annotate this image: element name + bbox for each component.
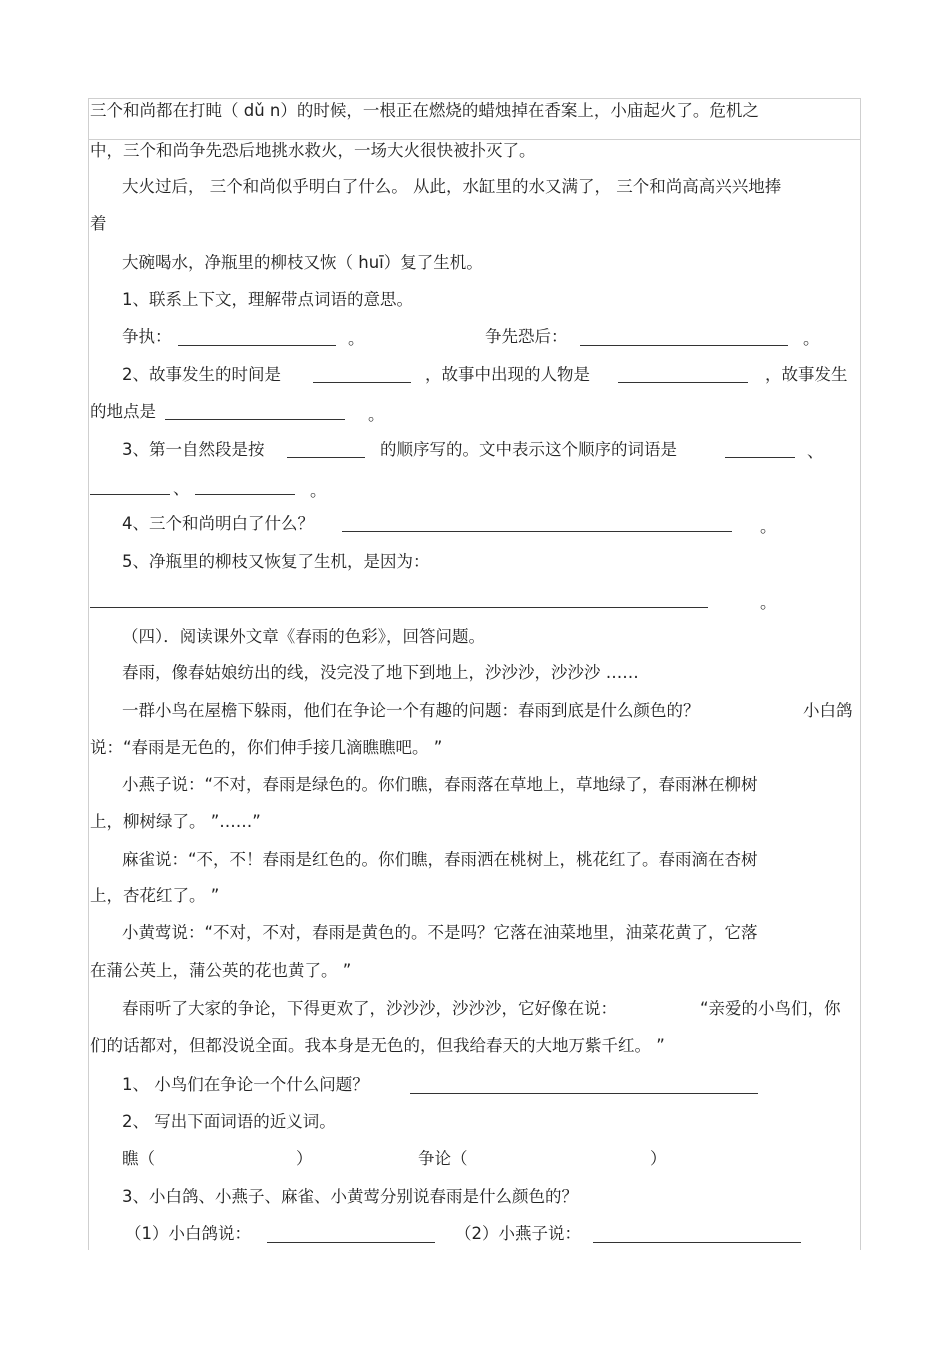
q4-period: 。 (760, 517, 777, 536)
q3-blank-word-1[interactable] (725, 457, 795, 458)
q5-period: 。 (760, 593, 777, 612)
s4-q2-qiao-close: ） (296, 1149, 313, 1168)
question-2-part-1: 2、故事发生的时间是 (122, 365, 281, 384)
q1-period-2: 。 (803, 329, 820, 348)
passage-line-3: 大火过后， 三个和尚似乎明白了什么。 从此，水缸里的水又满了， 三个和尚高高兴兴地捧 (122, 177, 782, 196)
q1-label-zhengxiankonghou: 争先恐后： (485, 327, 568, 346)
q3-comma-1: 、 (807, 442, 824, 461)
question-2-part-2: ，故事中出现的人物是 (425, 365, 590, 384)
q2-blank-place[interactable] (165, 419, 345, 420)
story-paragraph-2c: 说：“春雨是无色的，你们伸手接几滴瞧瞧吧。 ” (90, 738, 443, 757)
s4-q2-qiao-open: 瞧（ (122, 1149, 155, 1168)
question-3-part-1: 3、第一自然段是按 (122, 440, 265, 459)
q1-period-1: 。 (348, 329, 365, 348)
q3-blank-word-2[interactable] (90, 494, 170, 495)
q5-blank[interactable] (90, 607, 708, 608)
passage-line-2: 中，三个和尚争先恐后地挑水救火，一场大火很快被扑灭了。 (90, 141, 536, 160)
story-paragraph-2b: 小白鸽 (803, 701, 853, 720)
s4-question-2: 2、 写出下面词语的近义词。 (122, 1112, 336, 1131)
q3-blank-word-3[interactable] (195, 494, 295, 495)
q2-blank-time[interactable] (313, 382, 411, 383)
question-3-part-2: 的顺序写的。文中表示这个顺序的词语是 (380, 440, 677, 459)
s4-q2-zhenglun-open: 争论（ (418, 1149, 468, 1168)
q2-period: 。 (368, 405, 385, 424)
passage-line-1: 三个和尚都在打盹（ dǔ n）的时候，一根正在燃烧的蜡烛掉在香案上，小庙起火了。危机之 (90, 101, 759, 120)
s4-q3-baige-blank[interactable] (267, 1242, 435, 1243)
question-4: 4、三个和尚明白了什么？ (122, 514, 314, 533)
frame-top-line (88, 98, 861, 99)
s4-q3-yanzi-blank[interactable] (593, 1242, 801, 1243)
q1-blank-zhengzhi[interactable] (178, 345, 336, 346)
s4-q3-baige-label: （1）小白鸽说： (125, 1224, 251, 1243)
question-5: 5、净瓶里的柳枝又恢复了生机，是因为： (122, 552, 430, 571)
question-2-part-4: 的地点是 (90, 402, 156, 421)
question-2-part-3: ，故事发生 (765, 365, 848, 384)
passage-line-5: 大碗喝水，净瓶里的柳枝又恢（ huī）复了生机。 (122, 253, 483, 272)
q4-blank[interactable] (342, 531, 732, 532)
story-paragraph-6a: 春雨听了大家的争论，下得更欢了，沙沙沙，沙沙沙，它好像在说： (122, 999, 617, 1018)
story-paragraph-6b: “亲爱的小鸟们，你 (700, 999, 841, 1018)
story-paragraph-1: 春雨，像春姑娘纺出的线，没完没了地下到地上，沙沙沙，沙沙沙 …… (122, 663, 639, 682)
story-paragraph-5a: 小黄莺说：“不对，不对，春雨是黄色的。不是吗？它落在油菜地里，油菜花黄了，它落 (122, 923, 758, 942)
s4-q2-zhenglun-close: ） (650, 1149, 667, 1168)
story-paragraph-6c: 们的话都对，但都没说全面。我本身是无色的，但我给春天的大地万紫千红。 ” (90, 1036, 665, 1055)
section-4-heading: （四）．阅读课外文章《春雨的色彩》，回答问题。 (122, 627, 485, 646)
q3-period: 。 (310, 481, 327, 500)
frame-left-line (88, 98, 89, 1250)
story-paragraph-4a: 麻雀说：“不，不！春雨是红色的。你们瞧，春雨洒在桃树上，桃花红了。春雨滴在杏树 (122, 850, 758, 869)
story-paragraph-4b: 上，杏花红了。 ” (90, 886, 220, 905)
q1-label-zhengzhi: 争执： (122, 327, 172, 346)
frame-right-line (860, 98, 861, 1250)
q3-blank-order[interactable] (287, 457, 365, 458)
s4-q3-yanzi-label: （2）小燕子说： (455, 1224, 581, 1243)
s4-q1-blank[interactable] (410, 1093, 758, 1094)
q1-blank-zhengxiankonghou[interactable] (580, 345, 788, 346)
story-paragraph-3a: 小燕子说：“不对，春雨是绿色的。你们瞧，春雨落在草地上，草地绿了，春雨淋在柳树 (122, 775, 758, 794)
s4-question-3: 3、小白鸽、小燕子、麻雀、小黄莺分别说春雨是什么颜色的？ (122, 1187, 578, 1206)
q3-comma-2: 、 (173, 479, 190, 498)
question-1: 1、联系上下文，理解带点词语的意思。 (122, 290, 413, 309)
s4-question-1: 1、 小鸟们在争论一个什么问题？ (122, 1075, 369, 1094)
story-paragraph-2a: 一群小鸟在屋檐下躲雨，他们在争论一个有趣的问题：春雨到底是什么颜色的？ (122, 701, 700, 720)
story-paragraph-5b: 在蒲公英上，蒲公英的花也黄了。 ” (90, 961, 352, 980)
passage-line-4: 着 (90, 214, 107, 233)
q2-blank-characters[interactable] (618, 382, 748, 383)
story-paragraph-3b: 上，柳树绿了。 ”……” (90, 812, 261, 831)
